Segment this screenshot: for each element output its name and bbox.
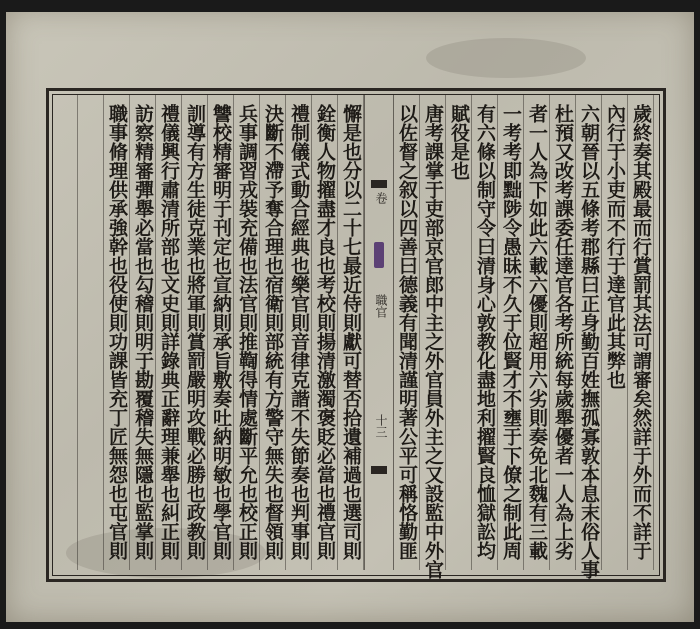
text-block [52, 94, 654, 579]
text-column [524, 94, 550, 570]
column-text: 懈是也分以二十七最近侍則獻可替否拾遺補過也選司則 [340, 104, 362, 560]
column-text: 決斷不滯予奪合理也宿衛則部統有方警守無失也督領則 [262, 104, 284, 560]
column-text: 唐考課掌于吏部京官郎中主之外官員外主之又設監中外官 [422, 104, 444, 579]
column-text: 禮制儀式動合經典也樂官則音律克諧不失節奏也判事則 [288, 104, 310, 560]
collector-seal [374, 242, 384, 268]
column-text: 以佐督之叙以四善曰德義有聞清謹明著公平可稱恪勤匪 [396, 104, 418, 560]
fishtail-mark-top [371, 180, 387, 188]
text-column [628, 94, 654, 570]
text-column [260, 94, 286, 570]
column-text: 歲終奏其殿最而行賞罰其法可謂審矣然詳于外而不詳于 [630, 104, 652, 560]
column-text: 杜預又改考課委任達官各考所統每歲舉優者一人為上劣 [552, 104, 574, 560]
text-column [420, 94, 446, 579]
text-column [156, 94, 182, 570]
paper-stain [426, 38, 586, 78]
text-column [550, 94, 576, 570]
text-column [338, 94, 364, 570]
column-text: 禮儀興行肅清所部也文史則詳錄典正辭理兼舉也糾正則 [158, 104, 180, 560]
column-text: 賦役是也 [448, 104, 470, 180]
center-fold-column [364, 94, 394, 570]
text-column [498, 94, 524, 570]
text-column [130, 94, 156, 570]
column-text: 讐校精審明于刊定也宣納則承旨敷奏吐納明敏也學官則 [210, 104, 232, 560]
text-column [472, 94, 498, 570]
column-text: 兵事調習戎裝充備也法官則推鞫得情處斷平允也校正則 [236, 104, 258, 560]
text-column [182, 94, 208, 570]
column-text: 有六條以制守令曰清身心敦教化盡地利擢賢良恤獄訟均 [474, 104, 496, 560]
text-column-blank [52, 94, 78, 570]
column-text: 內行于小吏而不行于達官此其弊也 [604, 104, 626, 389]
text-column [576, 94, 602, 579]
text-column [234, 94, 260, 570]
section-label: 職官 [374, 294, 388, 318]
column-text: 訪察精審彈舉必當也勾稽則明于勘覆稽失無隱也監掌則 [132, 104, 154, 560]
column-text: 者一人為下如此六載六優則超用六劣則奏免北魏有三載 [526, 104, 548, 560]
text-column [208, 94, 234, 570]
column-text: 一考考即黜陟令愚昧不久于位賢才不壅于下僚之制此周 [500, 104, 522, 560]
text-column [286, 94, 312, 570]
column-text: 六朝晉以五條考郡縣曰正身勤百姓撫孤寡敦本息末俗人事 [578, 104, 600, 579]
page-number: 十三 [374, 414, 388, 438]
volume-label: 卷 [374, 192, 388, 204]
text-column [312, 94, 338, 570]
text-column [394, 94, 420, 570]
text-column [602, 94, 628, 570]
paper-tear-top [6, 8, 694, 12]
text-column [446, 94, 472, 570]
fishtail-mark-bottom [371, 466, 387, 474]
column-text: 銓衡人物擢盡才良也考校則揚清激濁褒貶必當也禮官則 [314, 104, 336, 560]
text-column-blank [78, 94, 104, 570]
column-text: 訓導有方生徒克業也將軍則賞罰嚴明攻戰必勝也政教則 [184, 104, 206, 560]
text-column [104, 94, 130, 570]
column-text: 職事脩理供承強幹也役使則功課皆充丁匠無怨也屯官則 [106, 104, 128, 560]
